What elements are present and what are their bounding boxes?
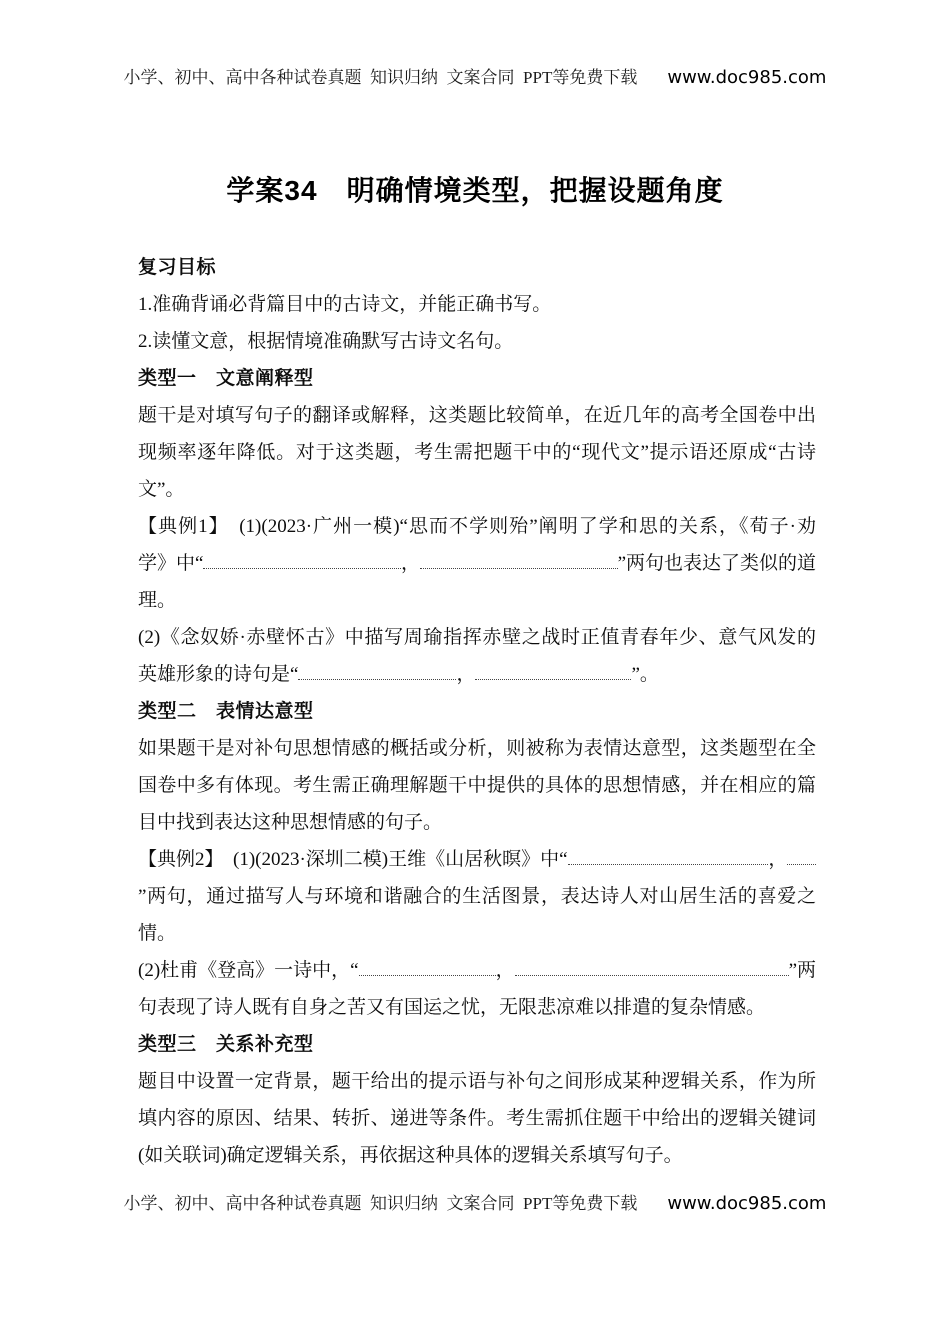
text-segment: 英雄形象的诗句是“ <box>138 664 299 685</box>
fill-in-blank <box>420 566 618 569</box>
header-site-url: www.doc985.com <box>667 67 827 88</box>
text-line <box>138 804 816 841</box>
text-segment: 类型一 文意阐释型 <box>138 368 314 389</box>
fill-in-blank <box>568 862 769 865</box>
section-heading <box>138 249 816 286</box>
text-segment: 题目中设置一定背景，题干给出的提示语与补句之间形成某种逻辑关系，作为所 <box>138 1071 816 1092</box>
text-line <box>138 767 816 804</box>
text-segment: (如关联词)确定逻辑关系，再依据这种具体的逻辑关系填写句子。 <box>138 1145 683 1166</box>
fill-in-blank <box>203 566 401 569</box>
text-segment: 填内容的原因、结果、转折、递进等条件。考生需抓住题干中给出的逻辑关键词 <box>138 1108 816 1129</box>
page-footer <box>0 1189 950 1214</box>
text-segment: ， <box>456 664 476 685</box>
text-line <box>138 730 816 767</box>
page-header <box>0 63 950 88</box>
fill-in-blank <box>475 677 631 680</box>
footer-slogan: 小学、初中、高中各种试卷真题 知识归纳 文案合同 PPT等免费下载 <box>123 1194 638 1213</box>
text-segment: ”两句也表达了类似的道 <box>617 553 817 574</box>
fill-in-blank <box>787 862 816 865</box>
text-line <box>138 989 816 1026</box>
fill-in-blank <box>359 973 496 976</box>
text-segment: 类型二 表情达意型 <box>138 701 314 722</box>
text-line <box>138 952 816 989</box>
text-segment: 目中找到表达这种思想情感的句子。 <box>138 812 443 833</box>
text-segment: (2)《念奴娇·赤壁怀古》中描写周瑜指挥赤壁之战时正值青春年少、意气风发的 <box>138 627 816 648</box>
text-segment: 文”。 <box>138 479 185 500</box>
footer-site-url: www.doc985.com <box>667 1193 827 1214</box>
text-segment: 句表现了诗人既有自身之苦又有国运之忧，无限悲凉难以排遣的复杂情感。 <box>138 997 766 1018</box>
text-line <box>138 1100 816 1137</box>
fill-in-blank <box>515 973 789 976</box>
document-body <box>138 249 816 1174</box>
section-heading <box>138 693 816 730</box>
text-line <box>138 915 816 952</box>
text-segment: 1.准确背诵必背篇目中的古诗文，并能正确书写。 <box>138 294 552 315</box>
fill-in-blank <box>298 677 456 680</box>
text-segment: 类型三 关系补充型 <box>138 1034 314 1055</box>
text-segment: 现频率逐年降低。对于这类题，考生需把题干中的“现代文”提示语还原成“古诗 <box>138 442 816 463</box>
text-segment: 学》中“ <box>138 553 204 574</box>
text-line <box>138 582 816 619</box>
text-line <box>138 878 816 915</box>
text-segment: ”。 <box>631 664 659 685</box>
text-segment: 国卷中多有体现。考生需正确理解题干中提供的具体的思想情感，并在相应的篇 <box>138 775 816 796</box>
text-segment: ”两句，通过描写人与环境和谐融合的生活图景，表达诗人对山居生活的喜爱之 <box>138 886 816 907</box>
page-title: 学案34 明确情境类型，把握设题角度 <box>226 175 724 206</box>
header-slogan: 小学、初中、高中各种试卷真题 知识归纳 文案合同 PPT等免费下载 <box>123 68 638 87</box>
text-segment: 【典例2】 (1)(2023·深圳二模)王维《山居秋暝》中“ <box>138 849 568 870</box>
text-line <box>138 656 816 693</box>
text-line <box>138 619 816 656</box>
text-line <box>138 545 816 582</box>
text-segment: (2)杜甫《登高》一诗中，“ <box>138 960 359 981</box>
text-segment: 2.读懂文意，根据情境准确默写古诗文名句。 <box>138 331 514 352</box>
section-heading <box>138 1026 816 1063</box>
text-segment: 复习目标 <box>138 257 217 278</box>
text-segment: 【典例1】 (1)(2023·广州一模)“思而不学则殆”阐明了学和思的关系，《荀子·劝 <box>138 516 816 537</box>
text-line <box>138 434 816 471</box>
text-line <box>138 1137 816 1174</box>
text-segment: 如果题干是对补句思想情感的概括或分析，则被称为表情达意型，这类题型在全 <box>138 738 816 759</box>
text-line <box>138 397 816 434</box>
text-segment: ， <box>401 553 421 574</box>
text-line <box>138 841 816 878</box>
text-segment: 理。 <box>138 590 177 611</box>
text-line <box>138 508 816 545</box>
text-segment: 情。 <box>138 923 177 944</box>
text-segment: 题干是对填写句子的翻译或解释，这类题比较简单，在近几年的高考全国卷中出 <box>138 405 816 426</box>
text-line <box>138 286 816 323</box>
text-line <box>138 471 816 508</box>
text-line <box>138 1063 816 1100</box>
text-segment: ， <box>768 849 788 870</box>
text-line <box>138 323 816 360</box>
section-heading <box>138 360 816 397</box>
text-segment: ”两 <box>788 960 816 981</box>
text-segment: ， <box>495 960 515 981</box>
